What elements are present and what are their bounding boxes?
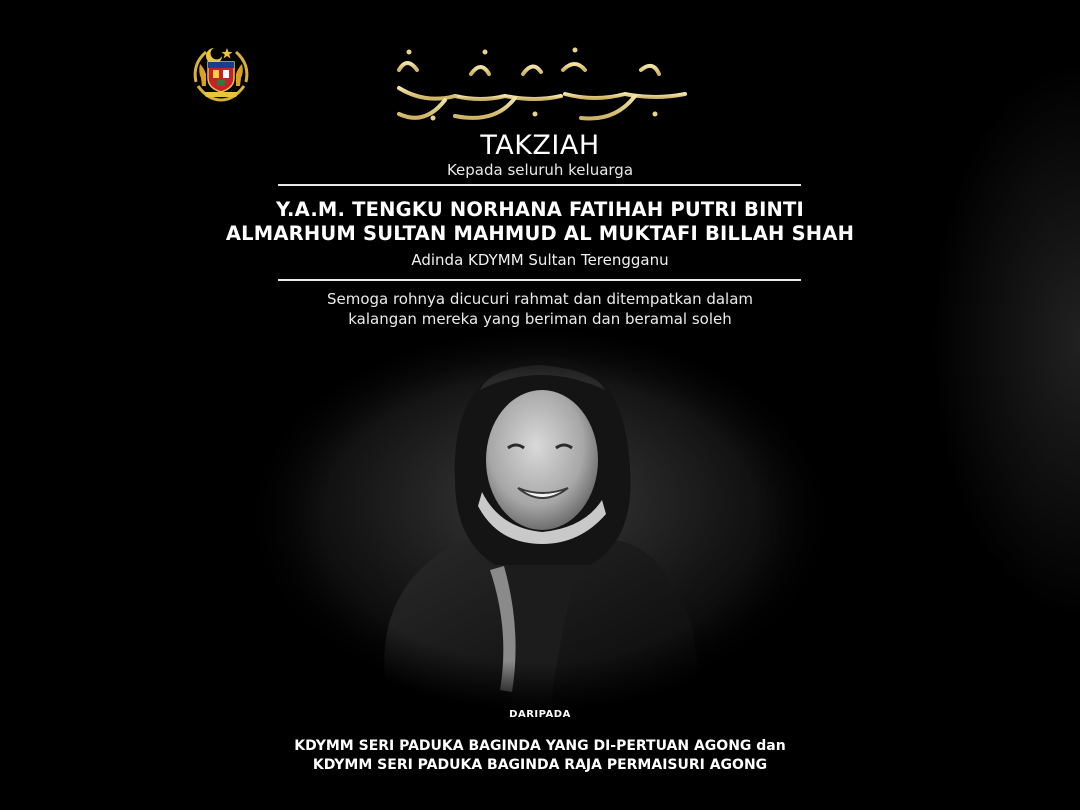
relation-text: Adinda KDYMM Sultan Terengganu: [411, 251, 669, 269]
divider-top: [278, 184, 801, 186]
sender-line2: KDYMM SERI PADUKA BAGINDA RAJA PERMAISURI AGONG: [312, 757, 768, 773]
portrait-photo-icon: [250, 330, 830, 710]
prayer-line2: kalangan mereka yang beriman dan beramal soleh: [348, 310, 732, 328]
subtitle: Kepada seluruh keluarga: [446, 161, 634, 179]
deceased-name-line1: Y.A.M. TENGKU NORHANA FATIHAH PUTRI BINTI: [275, 198, 805, 221]
malaysia-coat-of-arms-icon: [186, 42, 256, 106]
sender-line1: KDYMM SERI PADUKA BAGINDA YANG DI-PERTUAN AGONG dan: [294, 738, 786, 754]
page-title: TAKZIAH: [480, 130, 600, 161]
deceased-name-line2: ALMARHUM SULTAN MAHMUD AL MUKTAFI BILLAH SHAH: [225, 222, 855, 245]
divider-bottom: [278, 279, 801, 281]
from-label: DARIPADA: [509, 709, 571, 720]
prayer-line1: Semoga rohnya dicucuri rahmat dan ditempatkan dalam: [326, 290, 754, 308]
arabic-calligraphy: [385, 30, 695, 130]
